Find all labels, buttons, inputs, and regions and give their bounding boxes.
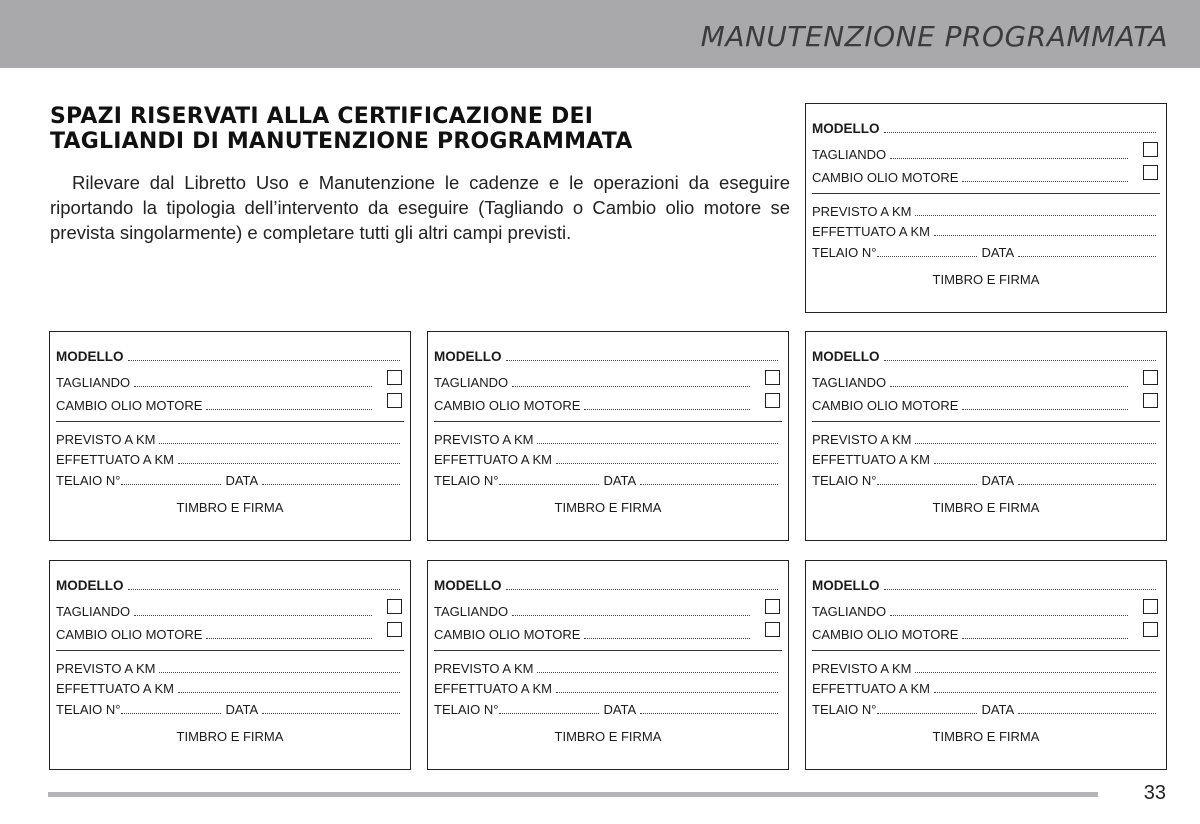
cambio-olio-checkbox[interactable] [765,622,780,637]
telaio-data-row [812,701,1160,717]
telaio-field[interactable] [877,255,977,257]
cambio-olio-row [56,397,376,413]
tagliando-checkbox[interactable] [1143,142,1158,157]
telaio-field[interactable] [877,712,977,714]
previsto-field[interactable] [159,442,400,444]
modello-field[interactable] [506,588,779,590]
tagliando-checkbox[interactable] [765,370,780,385]
telaio-data-row [56,472,404,488]
effettuato-row [56,680,404,696]
data-field[interactable] [640,483,778,485]
tagliando-field[interactable] [134,614,372,616]
card-separator [56,421,404,422]
modello-label: MODELLO [812,349,880,364]
telaio-field[interactable] [877,483,977,485]
modello-label: MODELLO [434,349,502,364]
effettuato-field[interactable] [934,691,1156,693]
tagliando-field[interactable] [890,614,1128,616]
certification-card [805,560,1167,770]
telaio-field[interactable] [499,712,599,714]
certification-card [427,560,789,770]
previsto-row [56,431,404,447]
tagliando-field[interactable] [512,614,750,616]
data-field[interactable] [1018,483,1156,485]
cambio-olio-checkbox[interactable] [1143,165,1158,180]
tagliando-field[interactable] [134,385,372,387]
previsto-label: PREVISTO A KM [434,432,534,447]
card-separator [56,650,404,651]
telaio-field[interactable] [121,712,221,714]
data-label: DATA [981,702,1015,717]
cambio-olio-checkbox[interactable] [1143,393,1158,408]
tagliando-checkbox[interactable] [765,599,780,614]
effettuato-field[interactable] [934,462,1156,464]
data-label: DATA [981,473,1015,488]
data-label: DATA [603,473,637,488]
cambio-olio-field[interactable] [206,408,372,410]
modello-field[interactable] [884,359,1157,361]
data-field[interactable] [1018,255,1156,257]
modello-field[interactable] [884,131,1157,133]
data-field[interactable] [262,712,400,714]
effettuato-label: EFFETTUATO A KM [434,681,552,696]
effettuato-row [812,223,1160,239]
tagliando-row [434,603,754,619]
footer-rule [48,792,1098,797]
section-title [50,104,770,154]
cambio-olio-checkbox[interactable] [1143,622,1158,637]
cambio-olio-label: CAMBIO OLIO MOTORE [56,627,203,642]
previsto-field[interactable] [915,442,1156,444]
telaio-data-row [812,244,1160,260]
cambio-olio-checkbox[interactable] [387,393,402,408]
intro-paragraph: Rilevare dal Libretto Uso e Manutenzione le cadenze e le operazioni da eseguire riportando la tipologia dell’intervento da eseguire (Tagliando o Cambio olio motore se prevista singolarmente) e completare tutti gli altri campi previsti. [50,172,790,243]
previsto-row [56,660,404,676]
telaio-label: TELAIO N° [434,702,499,717]
modello-field[interactable] [128,588,401,590]
effettuato-label: EFFETTUATO A KM [434,452,552,467]
cambio-olio-label: CAMBIO OLIO MOTORE [434,398,581,413]
cambio-olio-field[interactable] [584,637,750,639]
data-field[interactable] [640,712,778,714]
data-label: DATA [981,245,1015,260]
previsto-label: PREVISTO A KM [56,661,156,676]
effettuato-label: EFFETTUATO A KM [56,452,174,467]
timbro-firma-label: TIMBRO E FIRMA [932,500,1040,515]
tagliando-field[interactable] [890,157,1128,159]
timbro-firma-label: TIMBRO E FIRMA [554,729,662,744]
modello-row [56,348,404,364]
previsto-row [812,660,1160,676]
telaio-label: TELAIO N° [56,702,121,717]
previsto-label: PREVISTO A KM [812,204,912,219]
cambio-olio-row [434,397,754,413]
telaio-data-row [56,701,404,717]
cambio-olio-field[interactable] [206,637,372,639]
modello-row [812,348,1160,364]
previsto-label: PREVISTO A KM [812,661,912,676]
previsto-field[interactable] [537,671,778,673]
effettuato-row [812,680,1160,696]
tagliando-label: TAGLIANDO [812,604,887,619]
effettuato-label: EFFETTUATO A KM [812,681,930,696]
data-label: DATA [225,702,259,717]
effettuato-label: EFFETTUATO A KM [812,224,930,239]
modello-label: MODELLO [56,578,124,593]
modello-label: MODELLO [434,578,502,593]
cambio-olio-field[interactable] [962,408,1128,410]
cambio-olio-label: CAMBIO OLIO MOTORE [812,170,959,185]
modello-field[interactable] [128,359,401,361]
tagliando-label: TAGLIANDO [56,375,131,390]
tagliando-label: TAGLIANDO [434,375,509,390]
tagliando-row [56,603,376,619]
cambio-olio-row [812,169,1132,185]
cambio-olio-checkbox[interactable] [765,393,780,408]
effettuato-field[interactable] [178,462,400,464]
previsto-row [434,431,782,447]
card-separator [812,193,1160,194]
tagliando-row [812,146,1132,162]
effettuato-label: EFFETTUATO A KM [56,681,174,696]
previsto-field[interactable] [915,214,1156,216]
previsto-field[interactable] [537,442,778,444]
telaio-data-row [434,472,782,488]
card-separator [434,421,782,422]
modello-row [56,577,404,593]
data-field[interactable] [262,483,400,485]
cambio-olio-label: CAMBIO OLIO MOTORE [56,398,203,413]
telaio-field[interactable] [499,483,599,485]
header-title: MANUTENZIONE PROGRAMMATA [700,20,1168,53]
cambio-olio-row [434,626,754,642]
section-title-line-2: TAGLIANDI DI MANUTENZIONE PROGRAMMATA [50,129,633,154]
tagliando-field[interactable] [512,385,750,387]
previsto-label: PREVISTO A KM [56,432,156,447]
header-bar [0,0,1200,68]
previsto-field[interactable] [915,671,1156,673]
data-label: DATA [225,473,259,488]
effettuato-field[interactable] [556,691,778,693]
telaio-label: TELAIO N° [56,473,121,488]
tagliando-row [812,374,1132,390]
cambio-olio-label: CAMBIO OLIO MOTORE [434,627,581,642]
card-separator [434,650,782,651]
effettuato-row [434,680,782,696]
tagliando-checkbox[interactable] [387,370,402,385]
tagliando-field[interactable] [890,385,1128,387]
cambio-olio-label: CAMBIO OLIO MOTORE [812,398,959,413]
previsto-row [434,660,782,676]
tagliando-checkbox[interactable] [387,599,402,614]
telaio-label: TELAIO N° [812,702,877,717]
tagliando-label: TAGLIANDO [812,375,887,390]
modello-row [434,577,782,593]
tagliando-label: TAGLIANDO [812,147,887,162]
effettuato-row [812,451,1160,467]
effettuato-row [434,451,782,467]
card-separator [812,421,1160,422]
cambio-olio-label: CAMBIO OLIO MOTORE [812,627,959,642]
certification-card [49,331,411,541]
modello-label: MODELLO [812,121,880,136]
tagliando-label: TAGLIANDO [56,604,131,619]
modello-label: MODELLO [812,578,880,593]
certification-card [49,560,411,770]
cambio-olio-field[interactable] [962,180,1128,182]
previsto-label: PREVISTO A KM [434,661,534,676]
cambio-olio-row [56,626,376,642]
section-title-line-1: SPAZI RISERVATI ALLA CERTIFICAZIONE DEI [50,104,594,129]
timbro-firma-label: TIMBRO E FIRMA [554,500,662,515]
effettuato-field[interactable] [934,234,1156,236]
card-separator [812,650,1160,651]
timbro-firma-label: TIMBRO E FIRMA [932,272,1040,287]
previsto-row [812,431,1160,447]
effettuato-field[interactable] [556,462,778,464]
certification-card [427,331,789,541]
certification-card [805,103,1167,313]
timbro-firma-label: TIMBRO E FIRMA [932,729,1040,744]
modello-label: MODELLO [56,349,124,364]
telaio-label: TELAIO N° [812,245,877,260]
timbro-firma-label: TIMBRO E FIRMA [176,500,284,515]
cambio-olio-row [812,397,1132,413]
cambio-olio-row [812,626,1132,642]
telaio-field[interactable] [121,483,221,485]
tagliando-row [56,374,376,390]
telaio-data-row [434,701,782,717]
effettuato-label: EFFETTUATO A KM [812,452,930,467]
telaio-label: TELAIO N° [812,473,877,488]
cambio-olio-field[interactable] [962,637,1128,639]
certification-card [805,331,1167,541]
telaio-label: TELAIO N° [434,473,499,488]
effettuato-field[interactable] [178,691,400,693]
modello-field[interactable] [884,588,1157,590]
cambio-olio-field[interactable] [584,408,750,410]
tagliando-row [812,603,1132,619]
telaio-data-row [812,472,1160,488]
cambio-olio-checkbox[interactable] [387,622,402,637]
tagliando-label: TAGLIANDO [434,604,509,619]
previsto-row [812,203,1160,219]
data-field[interactable] [1018,712,1156,714]
modello-row [812,577,1160,593]
timbro-firma-label: TIMBRO E FIRMA [176,729,284,744]
tagliando-checkbox[interactable] [1143,370,1158,385]
tagliando-row [434,374,754,390]
tagliando-checkbox[interactable] [1143,599,1158,614]
data-label: DATA [603,702,637,717]
page-number: 33 [1143,782,1166,804]
effettuato-row [56,451,404,467]
previsto-label: PREVISTO A KM [812,432,912,447]
modello-field[interactable] [506,359,779,361]
modello-row [812,120,1160,136]
modello-row [434,348,782,364]
previsto-field[interactable] [159,671,400,673]
